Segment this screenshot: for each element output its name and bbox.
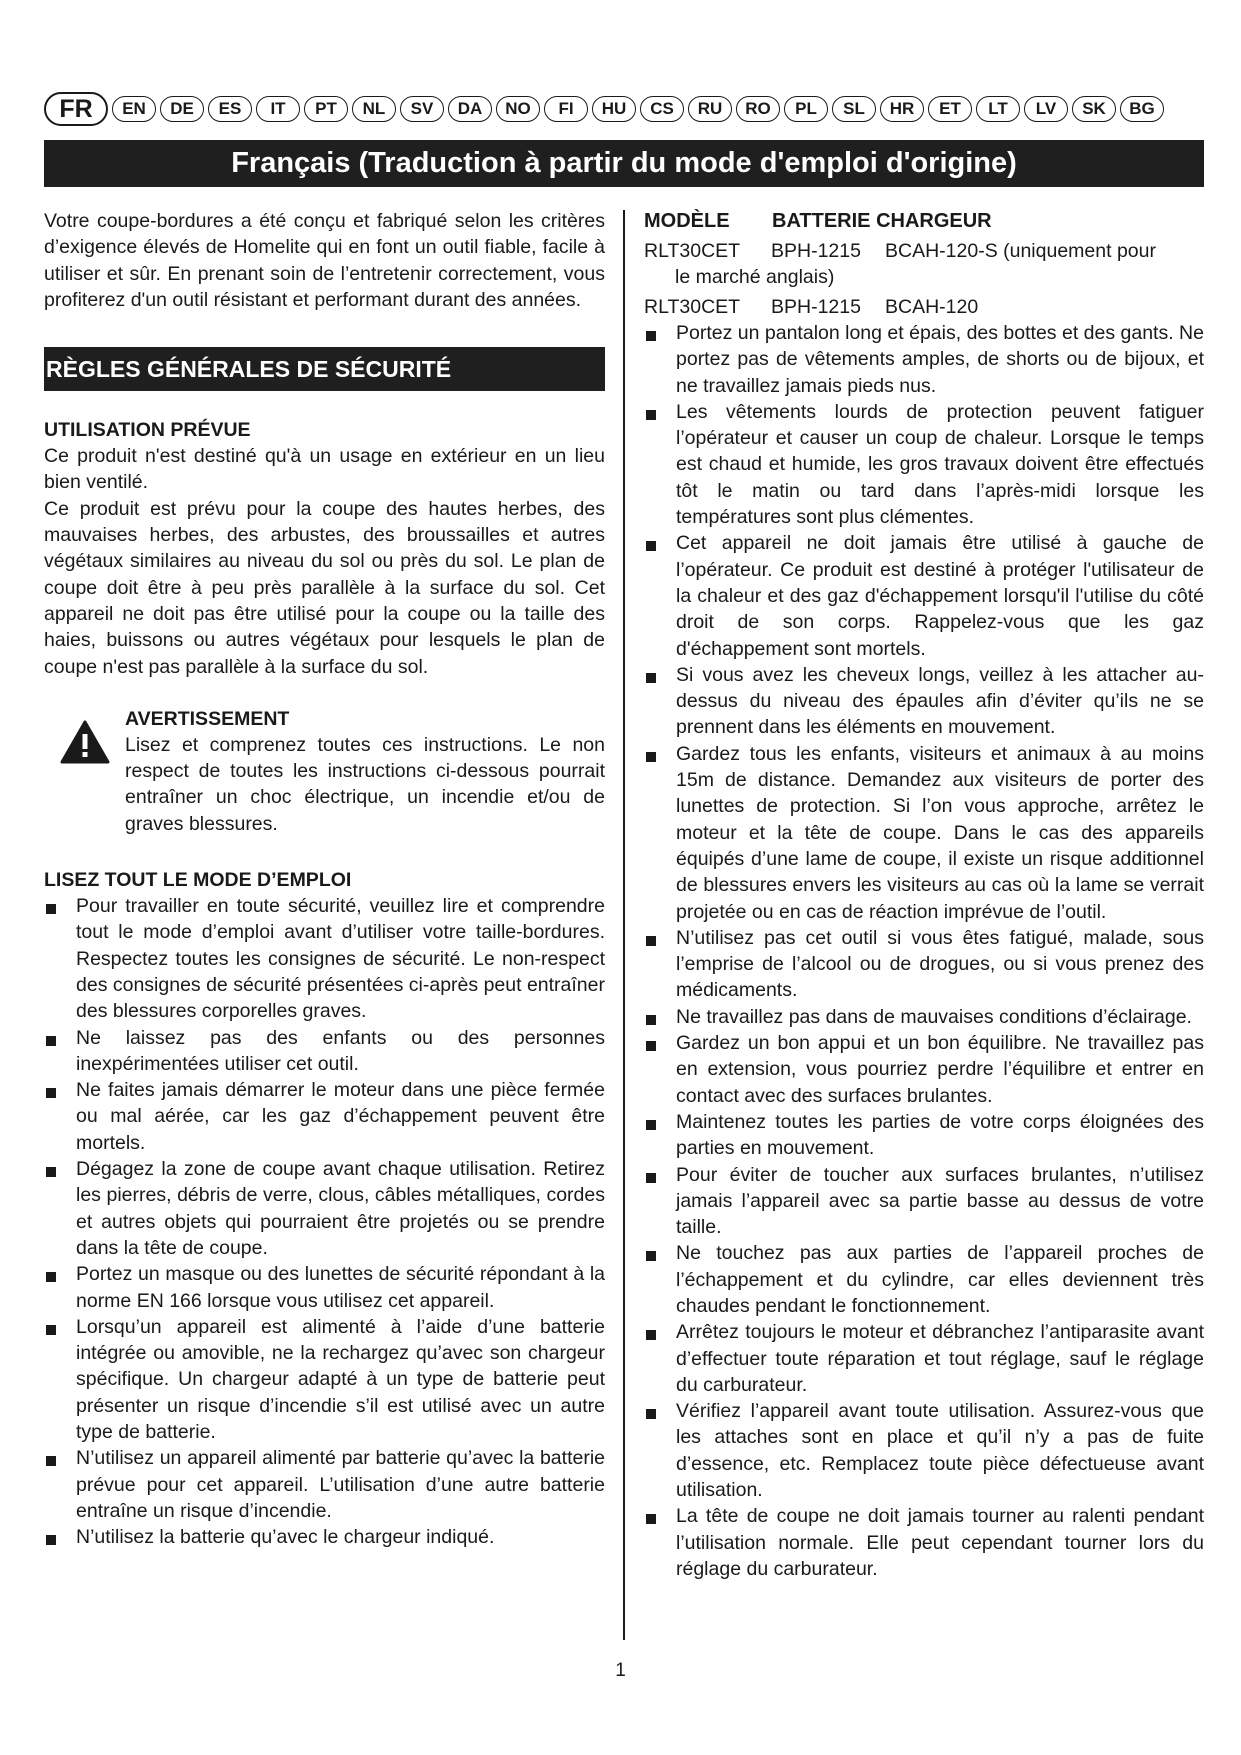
lang-es[interactable]: ES	[208, 96, 252, 122]
list-item: Si vous avez les cheveux longs, veillez à les attacher au-dessus du niveau des épaules afin d’éviter qu’ils ne se prennent dans les éléments en mouvement.	[644, 662, 1204, 741]
language-selector	[44, 92, 1204, 126]
left-column	[44, 208, 605, 1550]
model-table-header	[644, 208, 1204, 234]
warning-text: Lisez et comprenez toutes ces instructions. Le non respect de toutes les instructions ci-dessous pourrait entraîner un choc électrique, un incendie et/ou de graves blessures.	[125, 733, 605, 835]
lang-et[interactable]: ET	[928, 96, 972, 122]
warning-heading: AVERTISSEMENT	[125, 707, 290, 730]
lang-ru[interactable]: RU	[688, 96, 732, 122]
model-row	[644, 238, 1204, 290]
lang-it[interactable]: IT	[256, 96, 300, 122]
list-item: Maintenez toutes les parties de votre corps éloignées des parties en mouvement.	[644, 1109, 1204, 1162]
list-item: N’utilisez un appareil alimenté par batterie qu’avec la batterie prévue pour cet appareil. L’utilisation d’une autre batterie entraîne un risque d’incendie.	[44, 1445, 605, 1524]
model-column-heading: MODÈLE	[644, 210, 730, 232]
list-item: Lorsqu’un appareil est alimenté à l’aide d’une batterie intégrée ou amovible, ne la rechargez qu’avec son chargeur spécifique. Un chargeur adapté à un type de batterie peut présenter un risque d’incendie s’il est utilisé avec un autre type de batterie.	[44, 1314, 605, 1445]
model-name: RLT30CET	[644, 296, 741, 318]
lang-lt[interactable]: LT	[976, 96, 1020, 122]
safety-section-heading: RÈGLES GÉNÉRALES DE SÉCURITÉ	[44, 347, 605, 391]
battery-name: BPH-1215	[771, 240, 861, 262]
lang-ro[interactable]: RO	[736, 96, 780, 122]
lang-de[interactable]: DE	[160, 96, 204, 122]
battery-name: BPH-1215	[771, 296, 861, 318]
charger-name: BCAH-120	[885, 296, 979, 318]
list-item: Ne touchez pas aux parties de l’appareil proches de l’échappement et du cylindre, car elles deviennent très chaudes pendant le fonctionnement.	[644, 1240, 1204, 1319]
lang-sl[interactable]: SL	[832, 96, 876, 122]
lang-hu[interactable]: HU	[592, 96, 636, 122]
intended-use-heading: UTILISATION PRÉVUE	[44, 419, 251, 442]
model-row	[644, 294, 1204, 320]
column-divider	[623, 210, 625, 1640]
list-item: Arrêtez toujours le moteur et débranchez l’antiparasite avant d’effectuer toute réparation et tout réglage, sauf le réglage du carburateur.	[644, 1319, 1204, 1398]
lang-en[interactable]: EN	[112, 96, 156, 122]
charger-note: le marché anglais)	[675, 266, 835, 288]
lang-bg[interactable]: BG	[1120, 96, 1164, 122]
charger-name: BCAH-120-S (uniquement pour	[885, 240, 1156, 262]
list-item: Pour éviter de toucher aux surfaces brulantes, n’utilisez jamais l’appareil avec sa partie basse au dessus de votre taille.	[644, 1162, 1204, 1241]
list-item: Pour travailler en toute sécurité, veuillez lire et comprendre tout le mode d’emploi avant d’utiliser votre taille-bordures. Respectez toutes les consignes de sécurité. Le non-respect des consignes de sécurité présentées ci-après peut entraîner des blessures corporelles graves.	[44, 893, 605, 1024]
intended-use-paragraph-1: Ce produit n'est destiné qu'à un usage en extérieur en un lieu bien ventilé.	[44, 445, 605, 494]
right-column	[644, 208, 1204, 1582]
list-item: N’utilisez la batterie qu’avec le chargeur indiqué.	[44, 1524, 605, 1550]
lang-fr[interactable]: FR	[44, 92, 108, 126]
list-item: Ne faites jamais démarrer le moteur dans une pièce fermée ou mal aérée, car les gaz d’échappement peuvent être mortels.	[44, 1077, 605, 1156]
read-manual-list	[44, 893, 605, 1550]
page-title: Français (Traduction à partir du mode d'emploi d'origine)	[44, 140, 1204, 187]
list-item: Gardez tous les enfants, visiteurs et animaux à au moins 15m de distance. Demandez aux visiteurs de porter des lunettes de protection. Si l’on vous approche, arrêtez le moteur et la tête de coupe. Dans le cas des appareils équipés d’une lame de coupe, il existe un risque additionnel de blessures envers les visiteurs au cas où la lame se verrait projetée ou en cas de réaction imprévue de l’outil.	[644, 741, 1204, 925]
list-item: La tête de coupe ne doit jamais tourner au ralenti pendant l’utilisation normale. Elle peut cependant tourner lors du réglage du carburateur.	[644, 1503, 1204, 1582]
warning-triangle-icon	[60, 720, 110, 764]
lang-pl[interactable]: PL	[784, 96, 828, 122]
list-item: Dégagez la zone de coupe avant chaque utilisation. Retirez les pierres, débris de verre, clous, câbles métalliques, cordes et autres objets qui pourraient être projetés ou se prendre dans la tête de coupe.	[44, 1156, 605, 1261]
lang-fi[interactable]: FI	[544, 96, 588, 122]
lang-no[interactable]: NO	[496, 96, 540, 122]
lang-da[interactable]: DA	[448, 96, 492, 122]
lang-cs[interactable]: CS	[640, 96, 684, 122]
page-number: 1	[615, 1660, 626, 1681]
intro-paragraph: Votre coupe-bordures a été conçu et fabriqué selon les critères d’exigence élevés de Homelite qui en font un outil fiable, facile à utiliser et sûr. En prenant soin de l’entretenir correctement, vous profiterez d'un outil résistant et performant durant des années.	[44, 210, 605, 311]
battery-charger-heading: BATTERIE CHARGEUR	[772, 210, 992, 232]
list-item: Vérifiez l’appareil avant toute utilisation. Assurez-vous que les attaches sont en place et qu’il n’y a pas de fuite d’essence, etc. Remplacez toute pièce défectueuse avant utilisation.	[644, 1398, 1204, 1503]
intended-use-paragraph-2: Ce produit est prévu pour la coupe des hautes herbes, des mauvaises herbes, des arbustes, des broussailles et autres végétaux similaires au niveau du sol ou près du sol. Le plan de coupe doit être à peu près parallèle à la surface du sol. Cet appareil ne doit pas être utilisé pour la coupe ou la taille des haies, buissons ou autres végétaux pour lesquels le plan de coupe n'est pas parallèle à la surface du sol.	[44, 497, 605, 678]
read-manual-heading: LISEZ TOUT LE MODE D’EMPLOI	[44, 869, 352, 892]
list-item: Cet appareil ne doit jamais être utilisé à gauche de l’opérateur. Ce produit est destiné à protéger l'utilisateur de la chaleur et des gaz d'échappement lorsqu'il l'utilise du côté droit de son corps. Rappelez-vous que les gaz d'échappement sont mortels.	[644, 530, 1204, 661]
list-item: Gardez un bon appui et un bon équilibre. Ne travaillez pas en extension, vous pourriez perdre l’équilibre et entrer en contact avec des surfaces brulantes.	[644, 1030, 1204, 1109]
lang-lv[interactable]: LV	[1024, 96, 1068, 122]
list-item: N’utilisez pas cet outil si vous êtes fatigué, malade, sous l’emprise de l’alcool ou de drogues, ou si vous prenez des médicaments.	[644, 925, 1204, 1004]
lang-pt[interactable]: PT	[304, 96, 348, 122]
lang-nl[interactable]: NL	[352, 96, 396, 122]
list-item: Ne travaillez pas dans de mauvaises conditions d’éclairage.	[644, 1004, 1204, 1030]
list-item: Portez un pantalon long et épais, des bottes et des gants. Ne portez pas de vêtements amples, de shorts ou de bijoux, et ne travaillez jamais pieds nus.	[644, 320, 1204, 399]
warning-box	[44, 706, 605, 837]
list-item: Portez un masque ou des lunettes de sécurité répondant à la norme EN 166 lorsque vous utilisez cet appareil.	[44, 1261, 605, 1314]
lang-sv[interactable]: SV	[400, 96, 444, 122]
model-name: RLT30CET	[644, 240, 741, 262]
list-item: Les vêtements lourds de protection peuvent fatiguer l’opérateur et causer un coup de chaleur. Lorsque le temps est chaud et humide, les gros travaux doivent être effectués tôt le matin ou tard dans l’après-midi lorsque les températures sont plus clémentes.	[644, 399, 1204, 530]
list-item: Ne laissez pas des enfants ou des personnes inexpérimentées utiliser cet outil.	[44, 1025, 605, 1078]
lang-hr[interactable]: HR	[880, 96, 924, 122]
safety-list	[644, 320, 1204, 1582]
lang-sk[interactable]: SK	[1072, 96, 1116, 122]
